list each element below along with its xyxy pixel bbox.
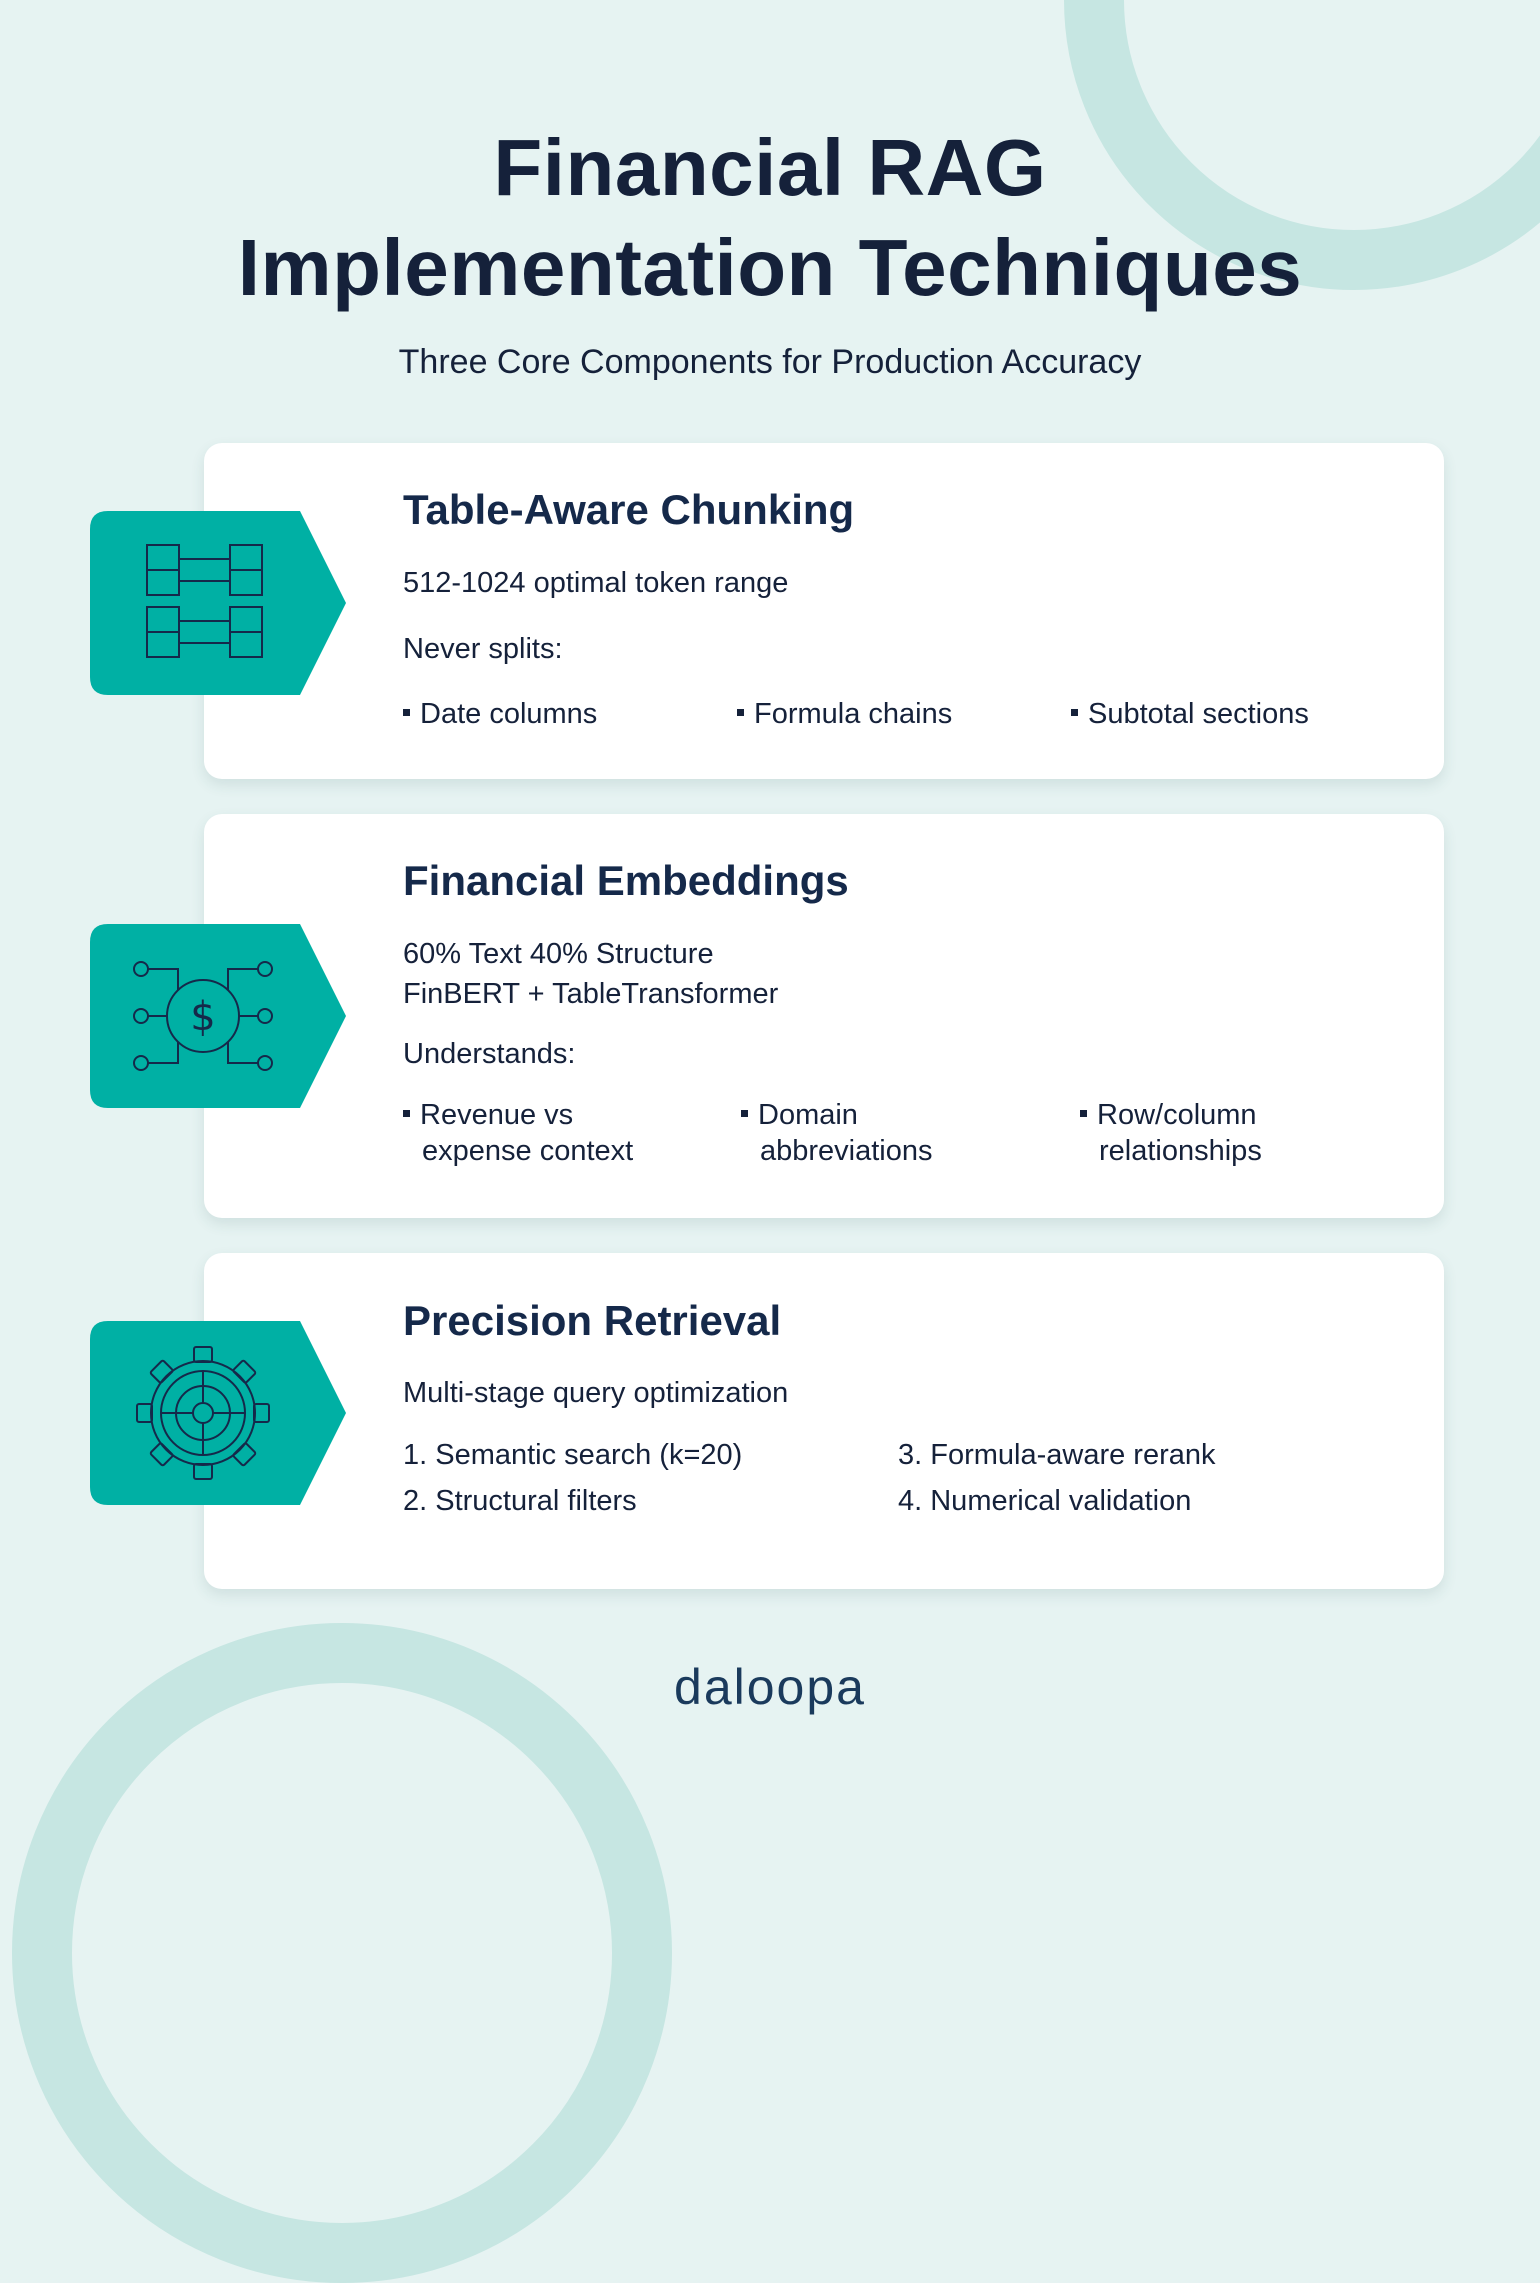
card-1-bullet-2: Formula chains [737, 696, 952, 732]
bullet-square-icon [403, 709, 410, 716]
card-2-label: Understands: [403, 1038, 576, 1070]
card-2-icon-badge [90, 924, 346, 1108]
card-2-bullet-3: Row/column relationships [1080, 1097, 1262, 1169]
card-3-step-2: 2. Structural filters [403, 1485, 637, 1517]
card-1-bullet-1: Date columns [403, 696, 597, 732]
page-title [0, 118, 1540, 318]
card-2-title: Financial Embeddings [403, 857, 849, 904]
card-2-bullet-1: Revenue vs expense context [403, 1097, 633, 1169]
card-1-icon-badge [90, 511, 346, 695]
svg-text:$: $ [190, 994, 216, 1040]
card-3-title: Precision Retrieval [403, 1297, 782, 1344]
card-3-step-1: 1. Semantic search (k=20) [403, 1439, 743, 1471]
page-title-line-2: Implementation Techniques [237, 223, 1303, 312]
card-2-line-2: FinBERT + TableTransformer [403, 978, 779, 1010]
footer-logo: daloopa [674, 1659, 866, 1715]
card-1-line-1: 512-1024 optimal token range [403, 567, 789, 599]
bullet-square-icon [741, 1110, 748, 1117]
card-2-bullet-2: Domain abbreviations [741, 1097, 933, 1169]
card-precision-retrieval [204, 1253, 1444, 1589]
card-3-icon-badge [90, 1321, 346, 1505]
page-subtitle: Three Core Components for Production Accuracy [398, 343, 1142, 381]
card-1-bullet-3: Subtotal sections [1071, 696, 1309, 732]
card-3-step-3: 3. Formula-aware rerank [898, 1439, 1216, 1471]
bullet-square-icon [1080, 1110, 1087, 1117]
decorative-ring-bottom-left [12, 1623, 672, 2283]
card-3-step-4: 4. Numerical validation [898, 1485, 1192, 1517]
card-1-label: Never splits: [403, 633, 563, 665]
card-1-title: Table-Aware Chunking [403, 486, 855, 533]
bullet-square-icon [1071, 709, 1078, 716]
page-title-line-1: Financial RAG [493, 123, 1047, 212]
bullet-square-icon [403, 1110, 410, 1117]
card-2-line-1: 60% Text 40% Structure [403, 938, 714, 970]
card-3-line-1: Multi-stage query optimization [403, 1377, 789, 1409]
bullet-square-icon [737, 709, 744, 716]
